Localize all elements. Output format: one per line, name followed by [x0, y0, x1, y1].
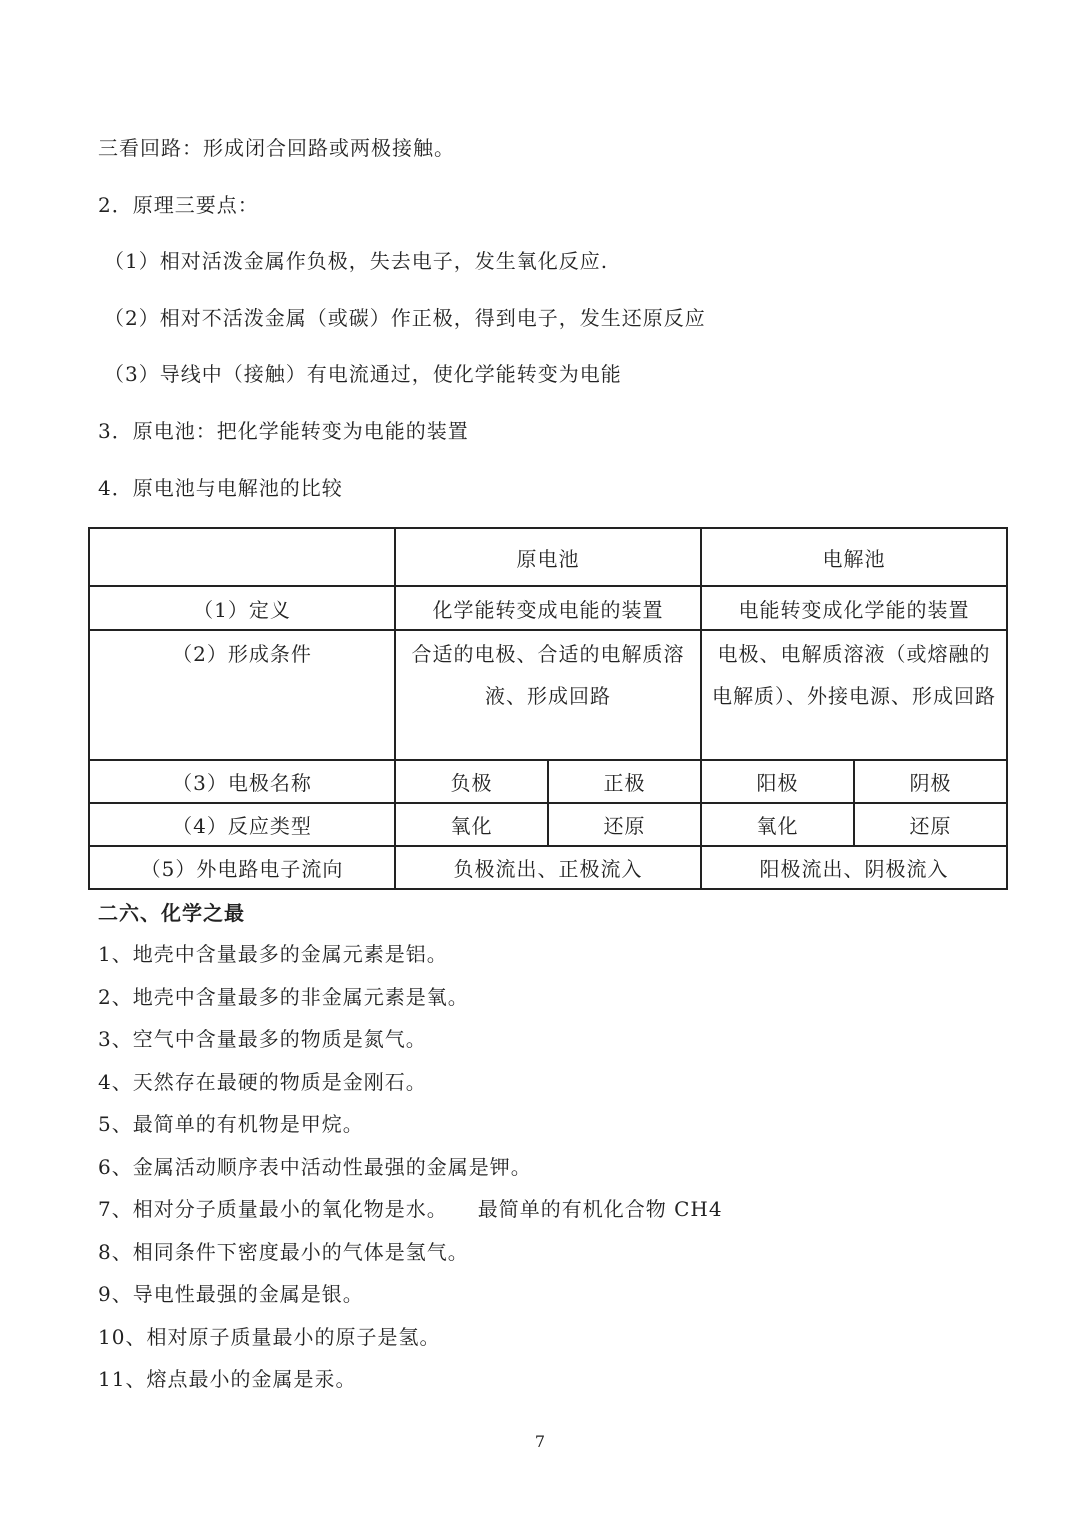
list-item-extra: 最简单的有机化合物 CH4 [477, 1197, 723, 1221]
cell-reaction-c: 氧化 [701, 803, 854, 846]
cell-definition-galvanic: 化学能转变成电能的装置 [395, 586, 701, 630]
list-item-text: 7、相对分子质量最小的氧化物是水。 [98, 1197, 448, 1221]
cell-negative-electrode: 负极 [395, 760, 548, 803]
cell-anode: 阳极 [701, 760, 854, 803]
table-row [89, 803, 1007, 846]
cell-reaction-b: 还原 [548, 803, 701, 846]
list-item [98, 1193, 723, 1222]
comparison-heading: 4．原电池与电解池的比较 [98, 476, 343, 500]
row-label-electrodes: （3）电极名称 [89, 760, 395, 803]
cell-reaction-d: 还原 [854, 803, 1007, 846]
intro-line-closed-circuit: 三看回路：形成闭合回路或两极接触。 [98, 136, 455, 160]
comparison-table [88, 527, 1008, 890]
row-label-flow: （5）外电路电子流向 [89, 846, 395, 889]
list-item: 2、地壳中含量最多的非金属元素是氧。 [98, 985, 469, 1009]
table-row [89, 630, 1007, 760]
table-row [89, 586, 1007, 630]
galvanic-cell-definition: 3．原电池：把化学能转变为电能的装置 [98, 419, 469, 443]
section-title: 二六、化学之最 [98, 901, 245, 925]
cell-definition-electrolytic: 电能转变成化学能的装置 [701, 586, 1007, 630]
list-item: 6、金属活动顺序表中活动性最强的金属是钾。 [98, 1155, 532, 1179]
principle-point-1: （1）相对活泼金属作负极，失去电子，发生氧化反应. [104, 249, 609, 273]
table-row [89, 760, 1007, 803]
list-item: 1、地壳中含量最多的金属元素是铝。 [98, 942, 448, 966]
cell-conditions-electrolytic: 电极、电解质溶液（或熔融的电解质）、外接电源、形成回路 [701, 630, 1007, 760]
row-label-reaction: （4）反应类型 [89, 803, 395, 846]
list-item: 10、相对原子质量最小的原子是氢。 [98, 1325, 441, 1349]
page-number: 7 [534, 1432, 546, 1451]
cell-flow-galvanic: 负极流出、正极流入 [395, 846, 701, 889]
list-item: 11、熔点最小的金属是汞。 [98, 1367, 357, 1391]
list-item: 5、最简单的有机物是甲烷。 [98, 1112, 364, 1136]
row-label-conditions: （2）形成条件 [89, 630, 395, 760]
list-item: 4、天然存在最硬的物质是金刚石。 [98, 1070, 427, 1094]
row-label-definition: （1）定义 [89, 586, 395, 630]
list-item: 8、相同条件下密度最小的气体是氢气。 [98, 1240, 469, 1264]
cell-conditions-galvanic: 合适的电极、合适的电解质溶液、形成回路 [395, 630, 701, 760]
principle-point-3: （3）导线中（接触）有电流通过，使化学能转变为电能 [104, 362, 622, 386]
principle-heading: 2．原理三要点： [98, 193, 259, 217]
principle-point-2: （2）相对不活泼金属（或碳）作正极，得到电子，发生还原反应 [104, 306, 706, 330]
cell-reaction-a: 氧化 [395, 803, 548, 846]
cell-positive-electrode: 正极 [548, 760, 701, 803]
list-item: 3、空气中含量最多的物质是氮气。 [98, 1027, 427, 1051]
table-row [89, 846, 1007, 889]
table-header-galvanic: 原电池 [395, 528, 701, 586]
list-item: 9、导电性最强的金属是银。 [98, 1282, 364, 1306]
cell-flow-electrolytic: 阳极流出、阴极流入 [701, 846, 1007, 889]
cell-cathode: 阴极 [854, 760, 1007, 803]
table-header-electrolytic: 电解池 [701, 528, 1007, 586]
table-header-row [89, 528, 1007, 586]
table-header-empty [89, 528, 395, 586]
